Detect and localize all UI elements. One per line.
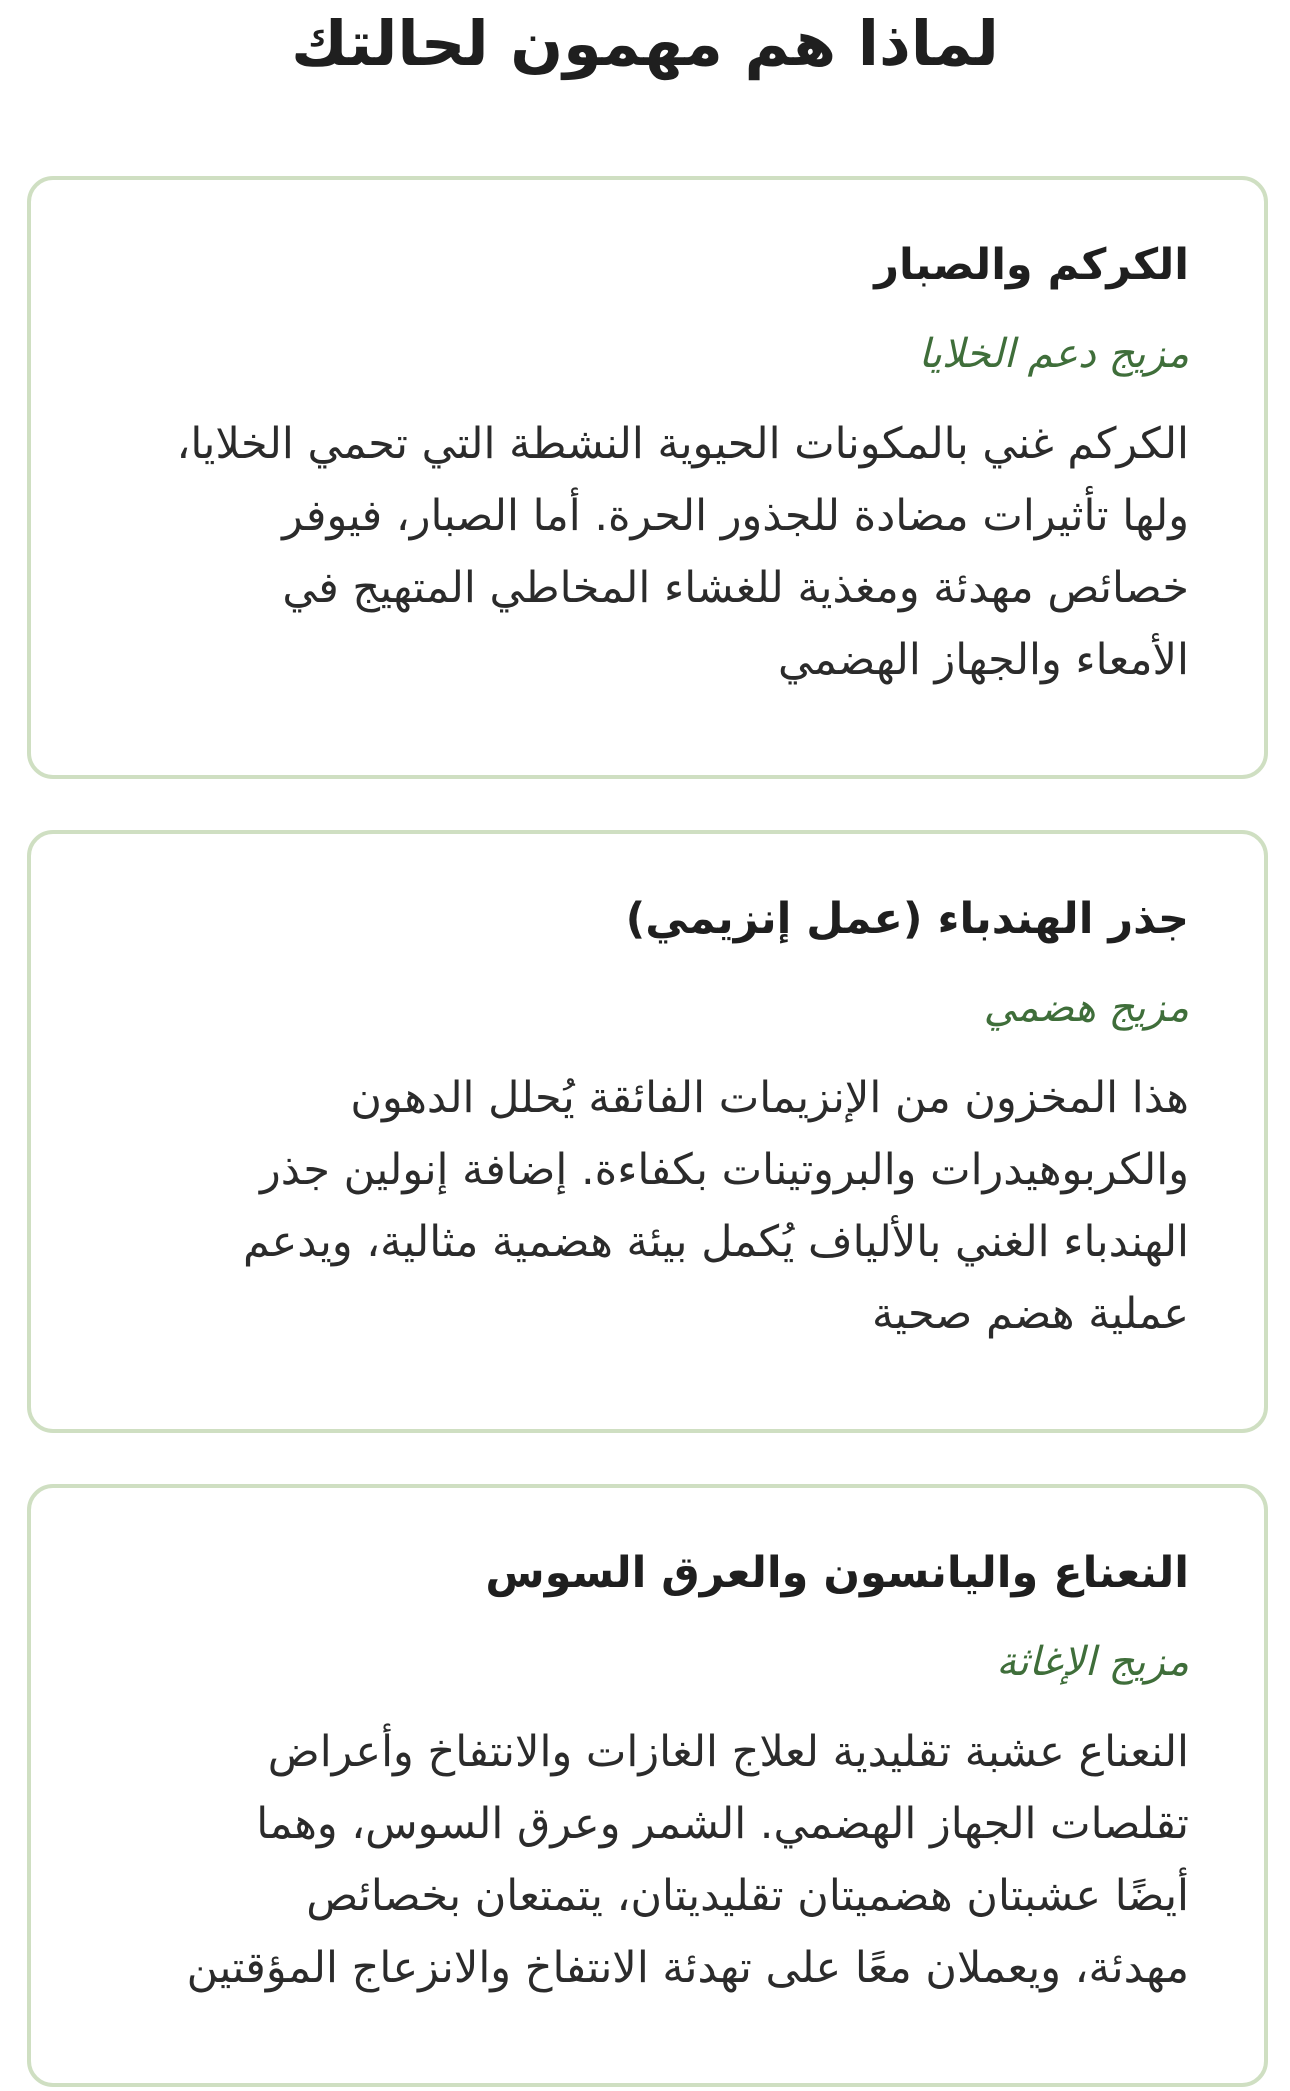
ingredient-card-mint-anise-licorice: [27, 1484, 1268, 2087]
card-description: [106, 1062, 1189, 1350]
card-description-line: والكربوهيدرات والبروتينات بكفاءة. إضافة إنولين جذر: [259, 1145, 1189, 1195]
card-description: [106, 1716, 1189, 2004]
card-description-line: الأمعاء والجهاز الهضمي: [777, 635, 1189, 685]
card-title: النعناع واليانسون والعرق السوس: [485, 1548, 1189, 1598]
page-title: لماذا هم مهمون لحالتك: [291, 7, 999, 80]
ingredient-card-dandelion-root: [27, 830, 1268, 1433]
card-subtitle: مزيج دعم الخلايا: [918, 331, 1189, 377]
card-description: [106, 408, 1189, 696]
card-description-line: عملية هضم صحية: [872, 1289, 1189, 1339]
card-description-line: مهدئة، ويعملان معًا على تهدئة الانتفاخ والانزعاج المؤقتين: [186, 1943, 1189, 1993]
card-description-line: هذا المخزون من الإنزيمات الفائقة يُحلل الدهون: [350, 1073, 1189, 1123]
card-description-line: الكركم غني بالمكونات الحيوية النشطة التي تحمي الخلايا،: [176, 419, 1189, 469]
card-description-line: أيضًا عشبتان هضميتان تقليديتان، يتمتعان بخصائص: [306, 1871, 1189, 1921]
card-description-line: تقلصات الجهاز الهضمي. الشمر وعرق السوس، وهما: [256, 1799, 1189, 1849]
card-description-line: خصائص مهدئة ومغذية للغشاء المخاطي المتهيج في: [282, 563, 1189, 613]
card-description-line: الهندباء الغني بالألياف يُكمل بيئة هضمية مثالية، ويدعم: [243, 1217, 1189, 1267]
card-title: الكركم والصبار: [874, 240, 1189, 290]
card-description-line: ولها تأثيرات مضادة للجذور الحرة. أما الصبار، فيوفر: [282, 491, 1189, 541]
card-subtitle: مزيج الإغاثة: [996, 1639, 1189, 1685]
card-title: جذر الهندباء (عمل إنزيمي): [625, 894, 1189, 944]
card-subtitle: مزيج هضمي: [983, 985, 1189, 1031]
card-description-line: النعناع عشبة تقليدية لعلاج الغازات والانتفاخ وأعراض: [267, 1727, 1189, 1777]
ingredient-card-turmeric-aloe: [27, 176, 1268, 779]
